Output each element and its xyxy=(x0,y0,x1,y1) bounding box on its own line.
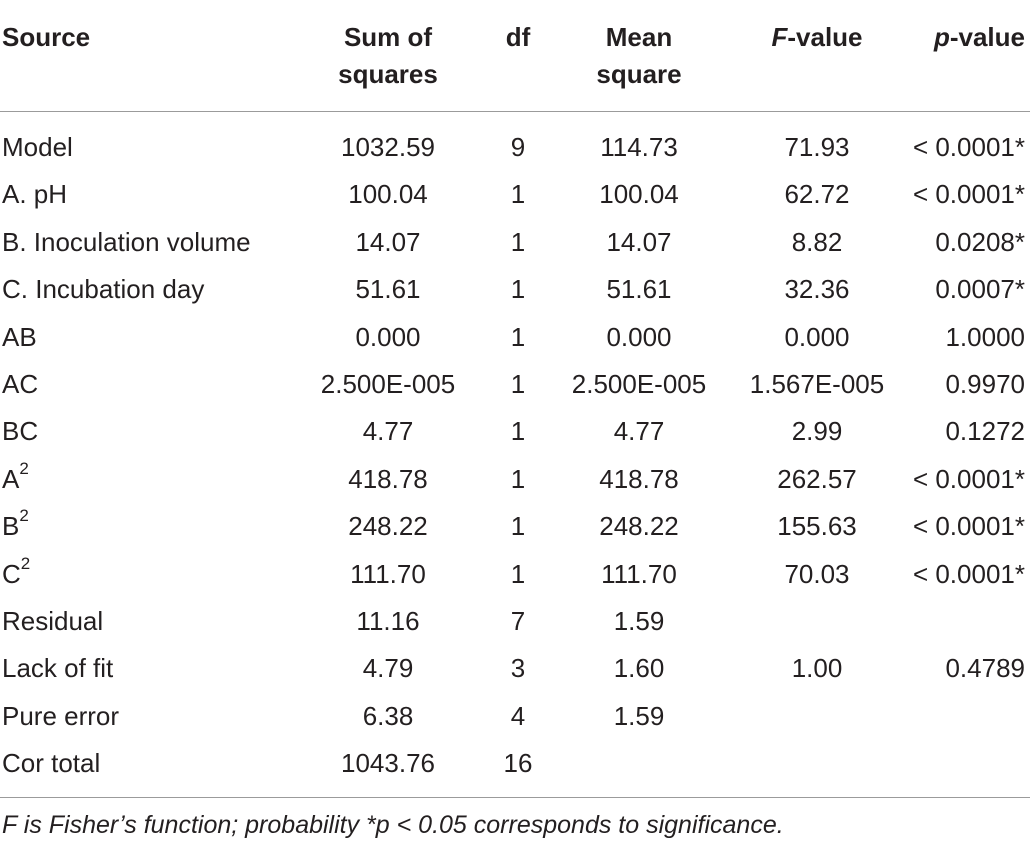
table-row xyxy=(0,645,1030,692)
table-row xyxy=(0,171,1030,218)
cell-df: 16 xyxy=(503,748,533,779)
table-row xyxy=(0,503,1030,550)
cell-df: 1 xyxy=(510,179,526,210)
cell-mean-square: 0.000 xyxy=(606,321,672,352)
superscript-exponent: 2 xyxy=(20,553,31,573)
table-row xyxy=(0,219,1030,266)
cell-mean-square: 111.70 xyxy=(601,558,677,589)
cell-sum-of-squares: 51.61 xyxy=(355,274,421,305)
cell-source: $A^2$ xyxy=(2,458,29,494)
cell-p-value: 0.4789 xyxy=(945,653,1025,684)
table-row xyxy=(0,551,1030,598)
cell-mean-square: 4.77 xyxy=(613,416,665,447)
cell-sum-of-squares: 6.38 xyxy=(362,700,414,731)
cell-sum-of-squares: 1032.59 xyxy=(341,132,435,162)
cell-source: Cor total xyxy=(2,748,101,779)
cell-source: Lack of fit xyxy=(2,653,114,684)
cell-f-value: 262.57 xyxy=(777,463,857,494)
cell-mean-square: 100.04 xyxy=(599,179,679,210)
header-f-value: F-value xyxy=(771,22,863,52)
cell-df: 9 xyxy=(510,132,526,162)
cell-sum-of-squares: 4.77 xyxy=(362,416,414,447)
superscript-exponent: 2 xyxy=(19,506,29,526)
table-row xyxy=(0,693,1030,740)
cell-f-value: 8.82 xyxy=(791,226,843,257)
cell-source: $B^2$ xyxy=(2,506,29,542)
cell-df: 1 xyxy=(510,321,526,352)
cell-sum-of-squares: 418.78 xyxy=(348,463,428,494)
header-df: df xyxy=(505,22,531,52)
cell-mean-square: 1.59 xyxy=(613,700,665,731)
cell-source: Residual xyxy=(2,605,104,636)
table-row xyxy=(0,598,1030,645)
cell-sum-of-squares: 2.500E-005 xyxy=(320,368,456,399)
cell-source: $C^2$ xyxy=(2,553,31,589)
cell-sum-of-squares: 0.000 xyxy=(355,321,421,352)
table-row xyxy=(0,314,1030,361)
cell-sum-of-squares: 14.07 xyxy=(355,226,421,257)
cell-df: 7 xyxy=(510,605,526,636)
cell-f-value: 155.63 xyxy=(777,511,857,542)
cell-df: 1 xyxy=(510,226,526,257)
cell-mean-square: 114.73 xyxy=(600,132,678,162)
cell-p-value: 0.0007* xyxy=(935,274,1025,305)
table-row xyxy=(0,124,1030,171)
table-row xyxy=(0,408,1030,455)
cell-p-value: < 0.0001* xyxy=(912,463,1025,494)
cell-sum-of-squares: 11.16 xyxy=(356,605,420,636)
cell-p-value: < 0.0001* xyxy=(912,558,1025,589)
cell-f-value: 2.99 xyxy=(791,416,843,447)
cell-mean-square: 418.78 xyxy=(599,463,679,494)
cell-sum-of-squares: 248.22 xyxy=(348,511,428,542)
cell-sum-of-squares: 1043.76 xyxy=(341,748,435,779)
header-source: Source xyxy=(2,22,91,52)
cell-df: 1 xyxy=(510,463,526,494)
cell-mean-square: 14.07 xyxy=(606,226,672,257)
cell-p-value: 0.9970 xyxy=(945,368,1025,399)
table-row xyxy=(0,740,1030,787)
cell-source: AB xyxy=(2,321,37,352)
cell-p-value: < 0.0001* xyxy=(912,132,1025,162)
cell-sum-of-squares: 100.04 xyxy=(348,179,428,210)
cell-f-value: 71.93 xyxy=(784,132,850,162)
cell-p-value: 0.1272 xyxy=(945,416,1025,447)
cell-df: 1 xyxy=(510,511,526,542)
cell-p-value: < 0.0001* xyxy=(912,179,1025,210)
cell-df: 1 xyxy=(510,368,526,399)
cell-source: C. Incubation day xyxy=(2,274,205,305)
cell-f-value: 32.36 xyxy=(784,274,850,305)
cell-mean-square: 1.59 xyxy=(613,605,665,636)
cell-source: B. Inoculation volume xyxy=(2,226,251,257)
cell-df: 1 xyxy=(510,416,526,447)
cell-f-value: 70.03 xyxy=(784,558,850,589)
cell-f-value: 62.72 xyxy=(784,179,850,210)
cell-mean-square: 248.22 xyxy=(599,511,679,542)
cell-source: Model xyxy=(2,132,73,162)
cell-mean-square: 2.500E-005 xyxy=(571,368,707,399)
cell-sum-of-squares: 4.79 xyxy=(362,653,414,684)
table-header xyxy=(0,0,1030,112)
header-p-value: p-value xyxy=(933,22,1025,52)
cell-source: AC xyxy=(2,368,39,399)
cell-f-value: 0.000 xyxy=(784,321,850,352)
cell-source: Pure error xyxy=(2,700,120,731)
superscript-exponent: 2 xyxy=(19,458,29,478)
cell-mean-square: 1.60 xyxy=(613,653,665,684)
cell-sum-of-squares: 111.70 xyxy=(350,558,426,589)
cell-df: 1 xyxy=(510,558,526,589)
table-body xyxy=(0,124,1030,787)
table-bottom-rule xyxy=(0,797,1030,798)
header-mean-square: Mean square xyxy=(596,22,682,89)
cell-p-value: 0.0208* xyxy=(935,226,1025,257)
cell-df: 4 xyxy=(510,700,526,731)
cell-p-value: < 0.0001* xyxy=(912,511,1025,542)
cell-f-value: 1.567E-005 xyxy=(749,368,885,399)
cell-f-value: 1.00 xyxy=(791,653,843,684)
cell-p-value: 1.0000 xyxy=(945,321,1025,352)
cell-df: 1 xyxy=(510,274,526,305)
cell-source: A. pH xyxy=(2,179,68,210)
table-row xyxy=(0,361,1030,408)
cell-df: 3 xyxy=(510,653,526,684)
table-row xyxy=(0,456,1030,503)
cell-mean-square: 51.61 xyxy=(606,274,672,305)
cell-source: BC xyxy=(2,416,39,447)
table-row xyxy=(0,266,1030,313)
header-sum-of-squares: Sum of squares xyxy=(338,22,438,89)
table-footnote: F is Fisher’s function; probability *p < 0.05 corresponds to significance. xyxy=(2,811,784,839)
